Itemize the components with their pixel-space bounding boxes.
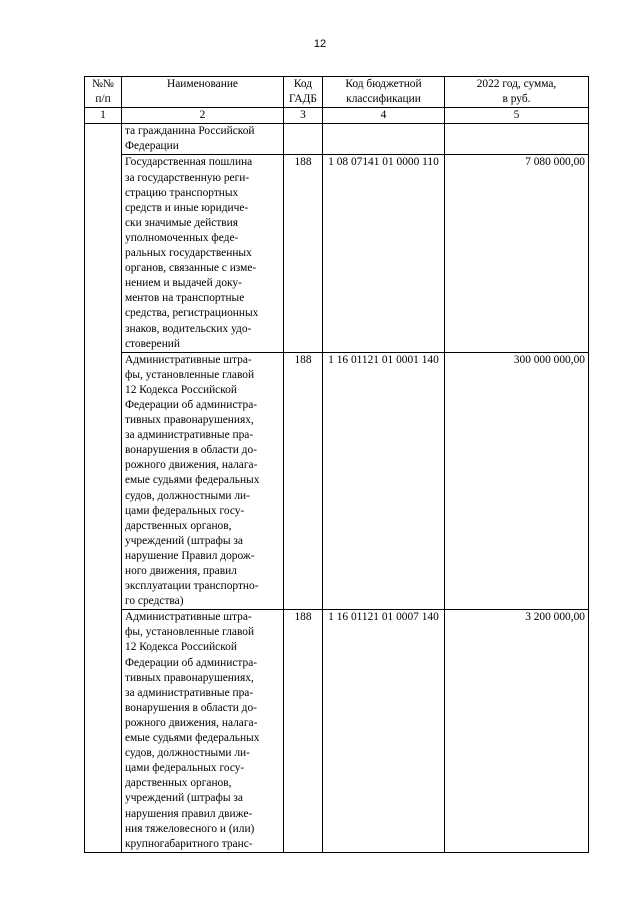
table-row [85,352,589,610]
column-number: 3 [284,108,323,124]
row-kbk-cell: 1 16 01121 01 0007 140 [323,610,445,853]
header-amount-2022: 2022 год, сумма, в руб. [445,77,589,108]
table-row [85,610,589,853]
row-kbk-cell: 1 08 07141 01 0000 110 [323,155,445,352]
row-gadb-cell: 188 [284,610,323,853]
column-number: 2 [122,108,284,124]
header-budget-classification-code: Код бюджетной классификации [323,77,445,108]
table-row [85,124,589,155]
header-num: №№ п/п [85,77,122,108]
row-amount-cell: 7 080 000,00 [445,155,589,352]
row-name-cell: Административные штра- фы, установленные главой 12 Кодекса Российской Федерации об администра- тивных правонарушениях, за административные пра- вонарушения в области до- рожного движения, налага- емые судьями федеральных судов, должностными ли- цами федеральных госу- дарственных органов, учреждений (штрафы за нарушения правил движе- ния тяжеловесного и (или) крупногабаритного транс- [122,610,284,853]
row-gadb-cell: 188 [284,352,323,610]
table-row [85,155,589,352]
table-header-row [85,77,589,108]
row-name-cell: та гражданина Российской Федерации [122,124,284,155]
header-name: Наименование [122,77,284,108]
column-number: 5 [445,108,589,124]
column-number: 1 [85,108,122,124]
row-num-cell [85,124,122,853]
row-amount-cell: 3 200 000,00 [445,610,589,853]
row-amount-cell [445,124,589,155]
budget-revenue-table [84,76,589,853]
page-number: 12 [313,38,327,50]
row-kbk-cell: 1 16 01121 01 0001 140 [323,352,445,610]
row-gadb-cell: 188 [284,155,323,352]
row-name-cell: Административные штра- фы, установленные главой 12 Кодекса Российской Федерации об администра- тивных правонарушениях, за административные пра- вонарушения в области до- рожного движения, налага- емые судьями федеральных судов, должностными ли- цами федеральных госу- дарственных органов, учреждений (штрафы за нарушение Правил дорож- ного движения, правил эксплуатации транспортно- го средства) [122,352,284,610]
row-amount-cell: 300 000 000,00 [445,352,589,610]
row-kbk-cell [323,124,445,155]
row-gadb-cell [284,124,323,155]
header-gadb-code: Код ГАДБ [284,77,323,108]
column-number: 4 [323,108,445,124]
column-number-row [85,108,589,124]
row-name-cell: Государственная пошлина за государственную реги- страцию транспортных средств и иные юридиче- ски значимые действия уполномоченных феде- ральных государственных органов, связанные с изме- нением и выдачей доку- ментов на транспортные средства, регистрационных знаков, водительских удо- стоверений [122,155,284,352]
